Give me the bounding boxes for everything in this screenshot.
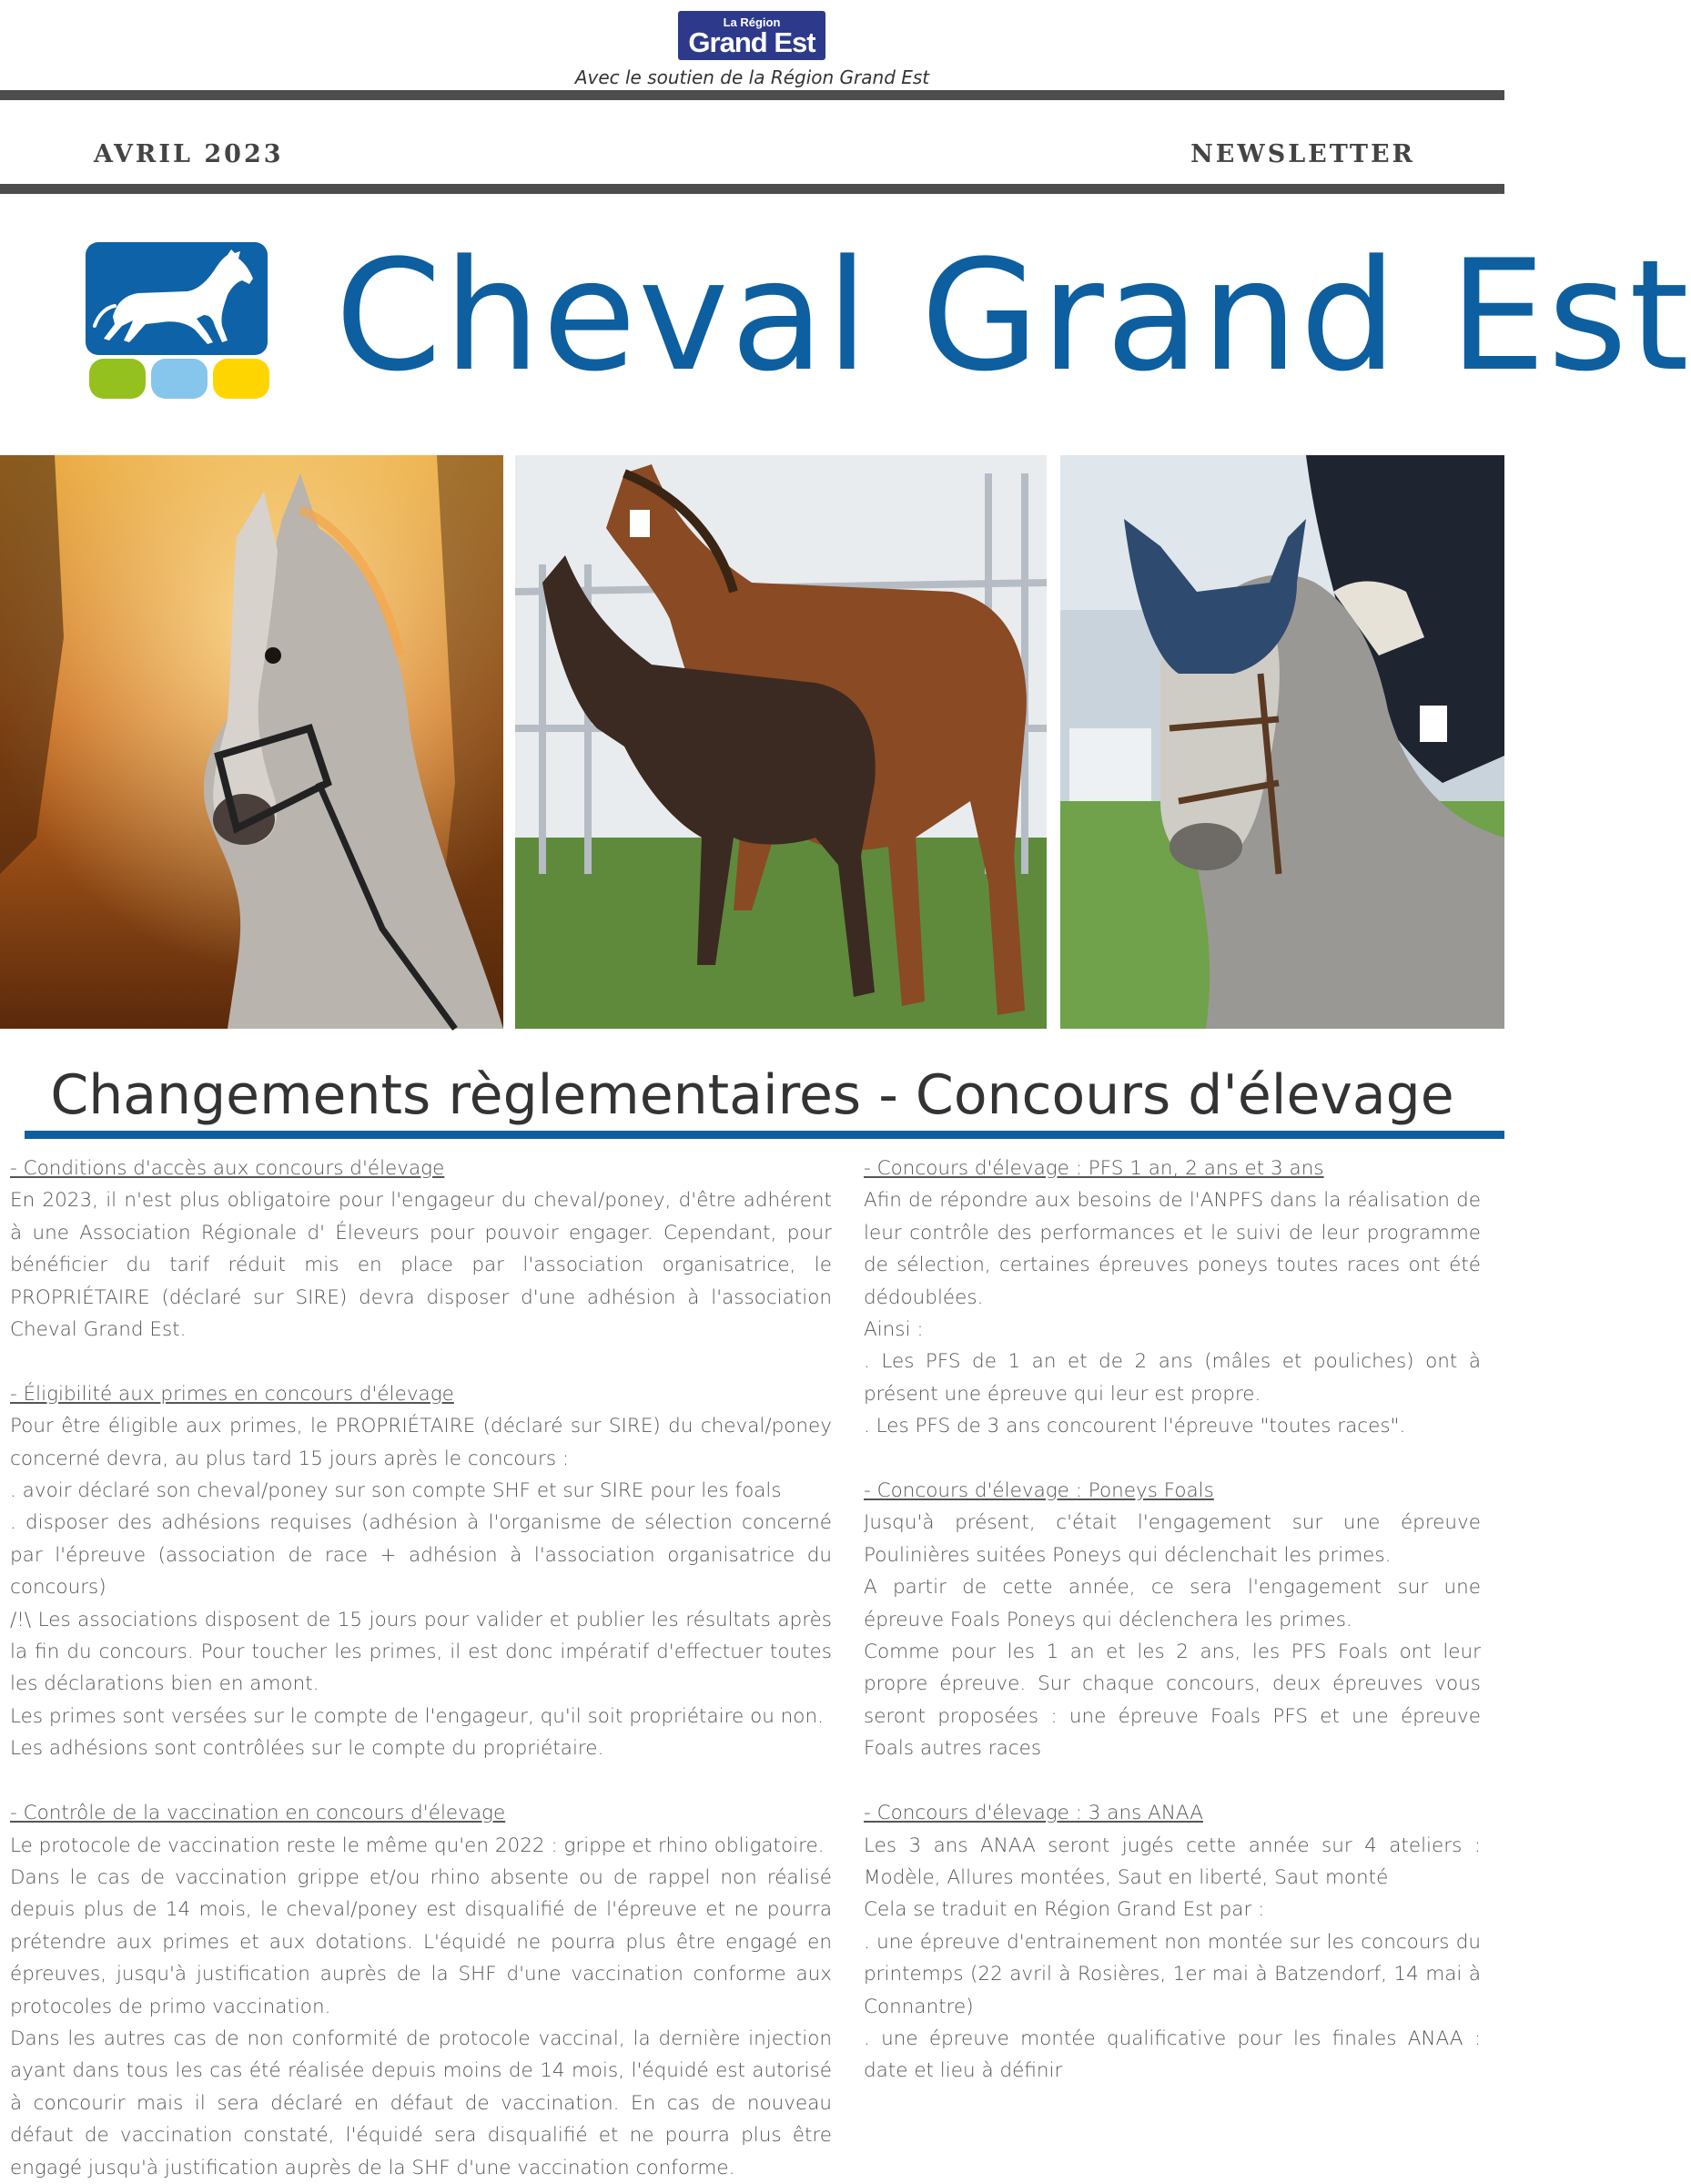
vaccination-heading: - Contrôle de la vaccination en concours d'élevage bbox=[10, 1802, 506, 1825]
eligibility-line: Les primes sont versées sur le compte de l'engageur, qu'il soit propriétaire ou non. bbox=[10, 1704, 824, 1728]
eligibility-heading: - Éligibilité aux primes en concours d'élevage bbox=[10, 1382, 454, 1406]
grey-horse-sunset-photo bbox=[0, 455, 503, 1029]
vaccination-line: Dans les autres cas de non conformité de protocole vaccinal, la dernière injection ayant dans tous les cas été réalisée depuis moins de 14 mois, l'équidé est autorisé à concourir mais il sera déclaré en défaut de vaccination. En cas de nouveau défaut de vaccination constaté, l'équidé sera disqualifié et ne pourra plus être engagé jusqu'à justification auprès de la SHF d'une vaccination conforme. bbox=[10, 2027, 832, 2179]
anaa-line: Les 3 ans ANAA seront jugés cette année sur 4 ateliers : Modèle, Allures montées, Saut en liberté, Saut monté bbox=[864, 1834, 1481, 1889]
logo-green-pill bbox=[89, 359, 146, 399]
pfs-line: Ainsi : bbox=[864, 1318, 924, 1342]
header-bottom-divider bbox=[0, 184, 1504, 194]
vaccination-line: Le protocole de vaccination reste le même qu'en 2022 : grippe et rhino obligatoire. bbox=[10, 1834, 825, 1857]
region-grand-est-logo bbox=[678, 11, 825, 60]
mare-and-foal-photo bbox=[515, 455, 1047, 1029]
header-top-divider bbox=[0, 90, 1504, 100]
anaa-line: . une épreuve d'entrainement non montée sur les concours du printemps (22 avril à Rosières, 1er mai à Batzendorf, 14 mai à Connantre) bbox=[864, 1930, 1481, 2018]
pfs-line: Afin de répondre aux besoins de l'ANPFS dans la réalisation de leur contrôle des performances et le suivi de leur programme de sélection, certaines épreuves poneys toutes races ont été dédoublées. bbox=[864, 1189, 1481, 1309]
left-column bbox=[10, 1153, 832, 2184]
foals-heading: - Concours d'élevage : Poneys Foals bbox=[864, 1479, 1214, 1503]
pfs-line: . Les PFS de 1 an et de 2 ans (mâles et pouliches) ont à présent une épreuve qui leur est propre. bbox=[864, 1350, 1481, 1406]
pfs-heading: - Concours d'élevage : PFS 1 an, 2 ans et 3 ans bbox=[864, 1157, 1324, 1180]
eligibility-line: Les adhésions sont contrôlées sur le compte du propriétaire. bbox=[10, 1737, 604, 1761]
support-text: Avec le soutien de la Région Grand Est bbox=[574, 66, 930, 88]
anaa-line: Cela se traduit en Région Grand Est par : bbox=[864, 1898, 1265, 1922]
pfs-line: . Les PFS de 3 ans concourent l'épreuve "toutes races". bbox=[864, 1415, 1406, 1438]
conditions-heading: - Conditions d'accès aux concours d'élevage bbox=[10, 1157, 445, 1180]
eligibility-line: . disposer des adhésions requises (adhésion à l'organisme de sélection concerné par l'épreuve (association de race + adhésion à l'association organisatrice du concours) bbox=[10, 1511, 832, 1600]
foals-line: A partir de cette année, ce sera l'engagement sur une épreuve Foals Poneys qui déclenchera les primes. bbox=[864, 1576, 1481, 1631]
anaa-line: . une épreuve montée qualificative pour les finales ANAA : date et lieu à définir bbox=[864, 2027, 1481, 2083]
section-title: Changements règlementaires - Concours d'élevage bbox=[50, 1063, 1454, 1127]
eligibility-line: . avoir déclaré son cheval/poney sur son compte SHF et sur SIRE pour les foals bbox=[10, 1479, 782, 1503]
conditions-body: En 2023, il n'est plus obligatoire pour l'engageur du cheval/poney, d'être adhérent à une Association Régionale d' Éleveurs pour pouvoir engager. Cependant, pour bénéficier du tarif réduit mis en place par l'association organisatrice, le PROPRIÉTAIRE (déclaré sur SIRE) devra disposer d'une adhésion à l'association Cheval Grand Est. bbox=[10, 1189, 832, 1342]
brand-title: Cheval Grand Est bbox=[335, 227, 1691, 405]
vaccination-line: Dans le cas de vaccination grippe et/ou rhino absente ou de rappel non réalisé depuis plus de 14 mois, le cheval/poney est disqualifié de l'épreuve et ne pourra prétendre aux primes et aux dotations. L'équidé ne pourra plus être engagé en épreuves, jusqu'à justification auprès de la SHF d'une vaccination conforme aux protocoles de primo vaccination. bbox=[10, 1865, 832, 2018]
show-jumping-horse-photo bbox=[1060, 455, 1504, 1029]
region-logo-small-text: La Région bbox=[723, 15, 781, 29]
foals-line: Jusqu'à présent, c'était l'engagement sur une épreuve Poulinières suitées Poneys qui déclenchait les primes. bbox=[864, 1511, 1481, 1567]
region-logo-big-text: Grand Est bbox=[688, 26, 815, 58]
logo-yellow-pill bbox=[213, 359, 269, 399]
eligibility-line: /!\ Les associations disposent de 15 jours pour valider et publier les résultats après la fin du concours. Pour toucher les primes, il est donc impératif d'effectuer toutes les déclarations bien en amont. bbox=[10, 1608, 832, 1696]
newsletter-date: AVRIL 2023 bbox=[94, 140, 284, 168]
anaa-heading: - Concours d'élevage : 3 ans ANAA bbox=[864, 1802, 1203, 1825]
newsletter-label: NEWSLETTER bbox=[1190, 140, 1415, 168]
eligibility-line: Pour être éligible aux primes, le PROPRIÉTAIRE (déclaré sur SIRE) du cheval/poney concerné devra, au plus tard 15 jours après le concours : bbox=[10, 1415, 832, 1470]
section-title-rule bbox=[25, 1131, 1504, 1139]
foals-line: Comme pour les 1 an et les 2 ans, les PFS Foals ont leur propre épreuve. Sur chaque concours, deux épreuves vous seront proposées : une épreuve Foals PFS et une épreuve Foals autres races bbox=[864, 1641, 1481, 1761]
right-column bbox=[864, 1153, 1481, 2087]
horse-logo-icon bbox=[86, 242, 268, 355]
logo-lightblue-pill bbox=[151, 359, 208, 399]
